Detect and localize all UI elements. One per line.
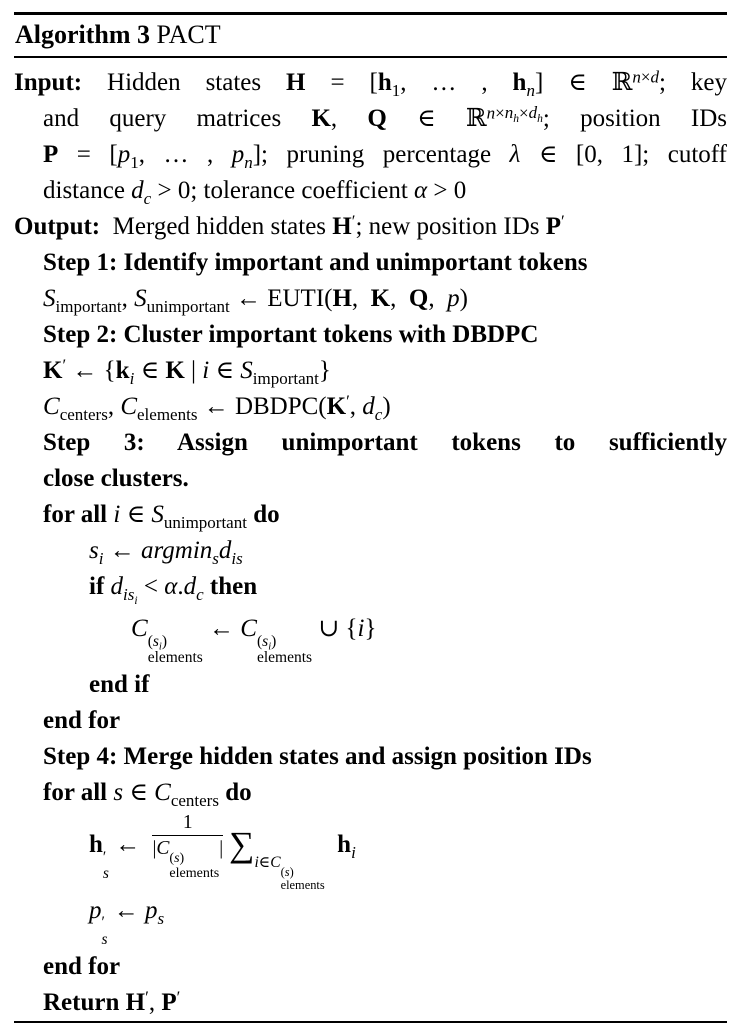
forall-unimportant-line: for all i ∈ $S_{unimportant}$ do (43, 501, 280, 532)
step-3-heading-line-1: Step 3: Assign unimportant tokens to sufficiently (43, 429, 727, 456)
algorithm-caption: Algorithm 3 PACT (15, 20, 221, 49)
forall-centers-line: for all s ∈ $C_{centers}$ do (43, 779, 252, 811)
if-line: if $d_{is_i} < \alpha.d_c$ then (89, 573, 258, 607)
step-4-heading: Step 4: Merge hidden states and assign position IDs (43, 743, 592, 771)
position-line: p ′ s ← $p_s$ (89, 896, 165, 949)
return-line: Return H′, P′ (43, 987, 181, 1016)
output-line: Output: Merged hidden states H′; new position IDs P′ (14, 211, 565, 240)
input-line-3: $P = [p_1$, … , $p_n$]; pruning percentage λ ∈ [0, 1]; cutoff (43, 141, 727, 172)
algorithm-body (14, 58, 727, 1021)
input-line-2: and query matrices K, Q ∈ ℝ$^{n\times n_h\times d_h}$; position IDs (43, 103, 727, 132)
step-2-heading: Step 2: Cluster important tokens with DBDPC (43, 321, 539, 348)
merge-line: h ′ s ← 1 |C (s) elements | ∑i∈C (s) elements $h_i$ (89, 812, 356, 893)
input-line-1: Input: Hidden states $H = [h_1$, … , $h_n$] ∈ ℝ$^{n\times d}$; key (14, 67, 727, 100)
kprime-line: K′ ← {$k_i$ ∈ K | i ∈ $S_{important}$} (43, 355, 331, 388)
step-1-heading: Step 1: Identify important and unimportant tokens (43, 249, 588, 276)
euti-line: $S_{important}$, $S_{unimportant}$ ← EUTI(H, K, Q, p) (43, 285, 468, 316)
step-3-heading-line-2: close clusters. (43, 465, 189, 492)
argmin-line: $s_i$ ← $argmin_sd_{is}$ (89, 537, 243, 568)
cluster-union-line: C $(s_i)$ elements ← C $(s_i)$ elements ∪ {i} (131, 615, 377, 667)
end-if-line: end if (89, 671, 150, 699)
end-for-line-2: end for (43, 952, 121, 980)
dbdpc-line: $C_{centers}$, $C_{elements}$ ← DBDPC(K′, $d_c$) (43, 391, 391, 424)
end-for-line-1: end for (43, 707, 121, 735)
input-line-4: distance $d_c > 0$; tolerance coefficient α > 0 (43, 177, 467, 208)
